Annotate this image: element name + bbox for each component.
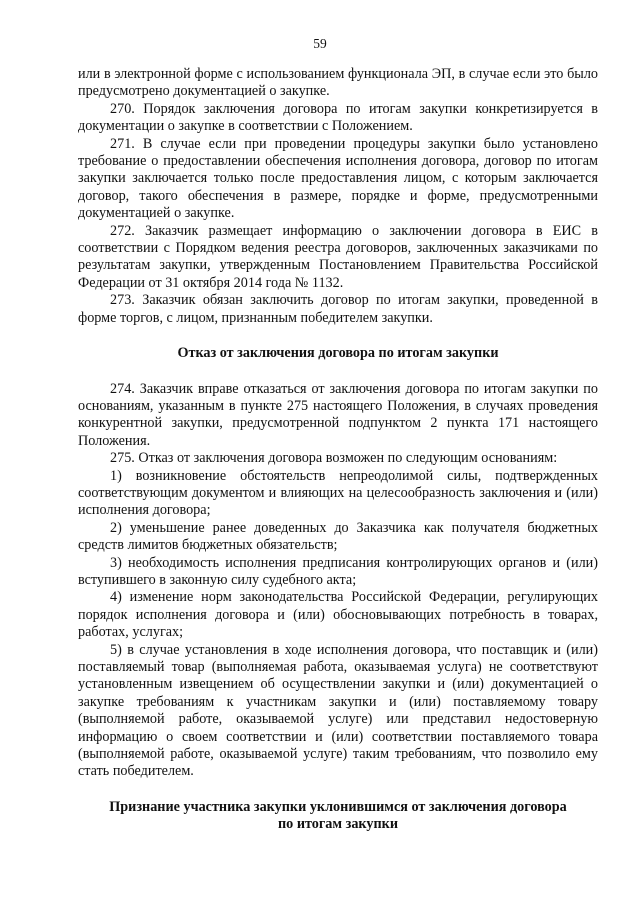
section-heading: Отказ от заключения договора по итогам закупки (177, 345, 499, 362)
paragraph: 271. В случае если при проведении процедуры закупки было установлено требование о предоставлении обеспечения исполнения договора, договор по итогам закупки заключается только после предоставления лицом, с которым заключается договор, такого обеспечения в размере, порядке и форме, предусмотренными документацией о закупке. (78, 135, 598, 222)
section-heading (78, 799, 598, 834)
page-number: 59 (313, 36, 327, 51)
list-item: 5) в случае установления в ходе исполнения договора, что поставщик и (или) поставляемый товар (выполняемая работа, оказываемая услуга) не соответствуют установленным извещением об осуществлении закупки и (или) документацией о закупке требованиям к участникам закупки и (или) поставляемому товару (выполняемой работе, оказываемой услуге) или представил недостоверную информацию о своем соответствии и (или) соответствии поставляемого товара (выполняемой работе, оказываемой услуге) таким требованиям, что позволило ему стать победителем. (78, 641, 598, 780)
section-heading-line: по итогам закупки (278, 816, 398, 833)
paragraph: или в электронной форме с использованием функционала ЭП, в случае если это было предусмотрено документацией о закупке. (78, 66, 598, 100)
section-heading-line: Признание участника закупки уклонившимся от заключения договора (109, 798, 567, 815)
paragraph: 274. Заказчик вправе отказаться от заключения договора по итогам закупки по основаниям, указанным в пункте 275 настоящего Положения, в случаях проведения конкурентной закупки, предусмотренной подпунктом 2 пункта 171 настоящего Положения. (78, 380, 598, 449)
paragraph: 270. Порядок заключения договора по итогам закупки конкретизируется в документации о закупке в соответствии с Положением. (78, 100, 598, 135)
list-item: 4) изменение норм законодательства Российской Федерации, регулирующих порядок исполнения договора и (или) обосновывающих потребность в товарах, работах, услугах; (78, 589, 598, 641)
page-content (78, 66, 598, 834)
list-item: 1) возникновение обстоятельств непреодолимой силы, подтвержденных соответствующим документом и влияющих на целесообразность заключения и (или) исполнения договора; (78, 467, 598, 519)
list-item: 2) уменьшение ранее доведенных до Заказчика как получателя бюджетных средств лимитов бюджетных обязательств; (78, 519, 598, 554)
paragraph: 273. Заказчик обязан заключить договор по итогам закупки, проведенной в форме торгов, с лицом, признанным победителем закупки. (78, 292, 598, 326)
list-item: 3) необходимость исполнения предписания контролирующих органов и (или) вступившего в законную силу судебного акта; (78, 554, 598, 588)
paragraph: 275. Отказ от заключения договора возможен по следующим основаниям: (110, 450, 558, 467)
paragraph: 272. Заказчик размещает информацию о заключении договора в ЕИС в соответствии с Порядком ведения реестра договоров, заключенных заказчиками по результатам закупки, утвержденным Постановлением Правительства Российской Федерации от 31 октября 2014 года № 1132. (78, 222, 598, 291)
